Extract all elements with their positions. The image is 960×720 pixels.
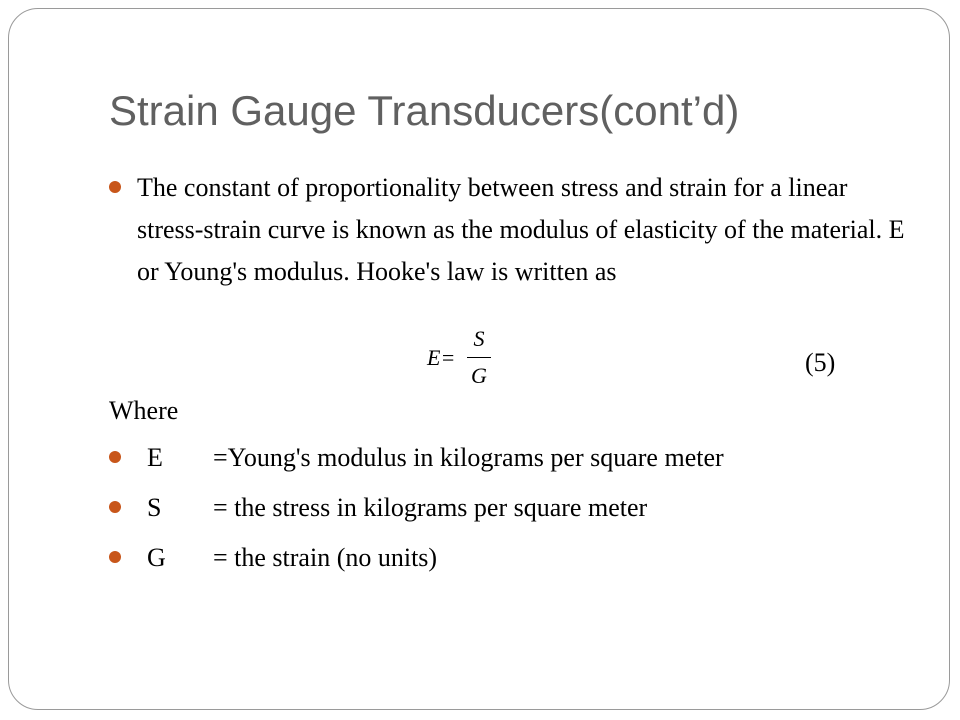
definition-item: [109, 437, 889, 487]
equation-number: (5): [805, 348, 836, 377]
definition-text: = the stress in kilograms per square meter: [213, 493, 648, 522]
bullet-icon: [109, 181, 121, 193]
where-label: Where: [109, 396, 179, 425]
fraction-bar: [467, 357, 491, 358]
slide: [8, 8, 950, 710]
equation-lhs: E=: [427, 345, 456, 370]
definition-symbol: G: [147, 543, 166, 572]
definition-symbol: E: [147, 443, 163, 472]
definition-symbol: S: [147, 493, 162, 522]
definition-item: [109, 487, 889, 537]
intro-bullet: [109, 167, 917, 293]
equation-denominator: G: [471, 363, 487, 388]
bullet-icon: [109, 501, 121, 513]
hookes-law-equation: [427, 325, 507, 395]
intro-text: The constant of proportionality between stress and strain for a linear stress-strain curve is known as the modulus of elasticity of the material. E or Young's modulus. Hooke's law is written as: [137, 173, 905, 286]
definition-text: =Young's modulus in kilograms per square meter: [213, 443, 724, 472]
definition-text: = the strain (no units): [213, 543, 438, 572]
equation-numerator: S: [473, 326, 485, 351]
slide-title: Strain Gauge Transducers(cont’d): [109, 87, 740, 134]
bullet-icon: [109, 551, 121, 563]
definition-item: [109, 537, 889, 587]
equation-fraction: [467, 325, 491, 390]
definitions-list: [109, 437, 889, 587]
bullet-icon: [109, 451, 121, 463]
